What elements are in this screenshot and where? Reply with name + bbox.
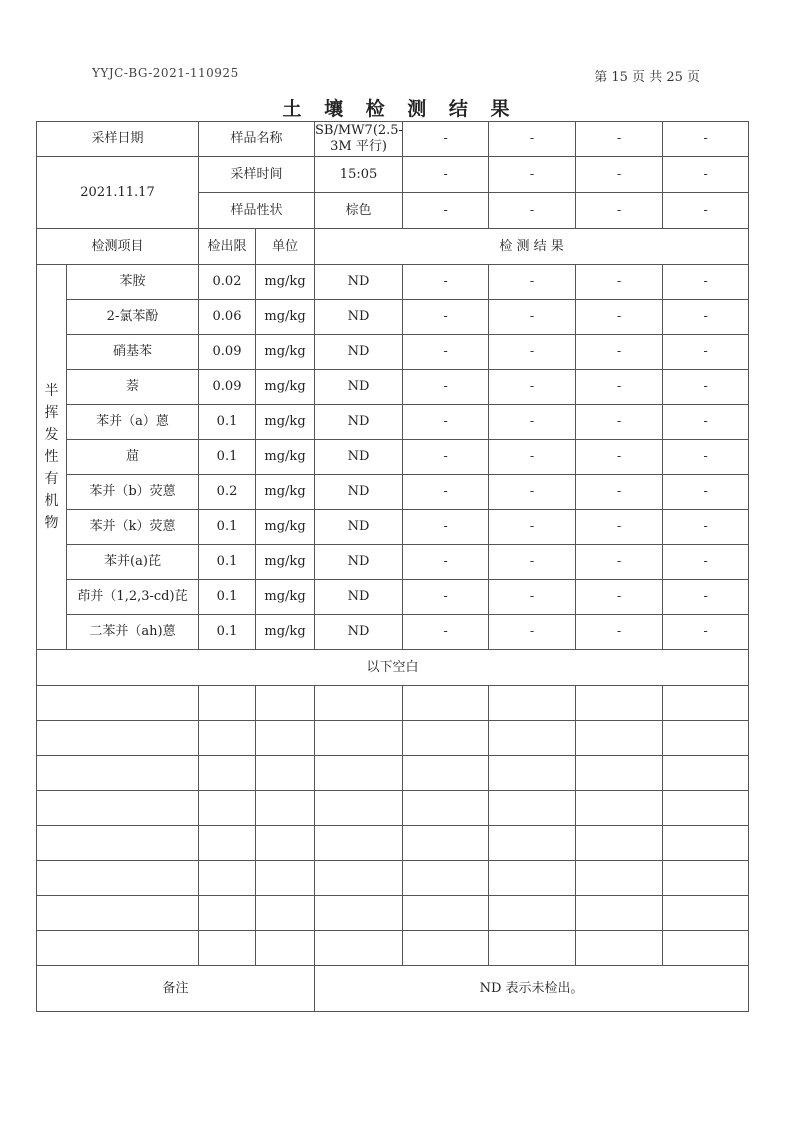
results-table (36, 121, 749, 1012)
analyte-rows (37, 265, 749, 650)
dash-cell: - (403, 157, 489, 193)
empty-cell (199, 721, 256, 756)
dash-cell: - (663, 440, 749, 475)
empty-cell (489, 756, 576, 791)
dash-cell: - (663, 265, 749, 300)
result-value: ND (315, 510, 403, 545)
result-value: ND (315, 370, 403, 405)
empty-cell (489, 721, 576, 756)
empty-row (37, 896, 749, 931)
dash-cell: - (576, 615, 663, 650)
dash-cell: - (576, 475, 663, 510)
empty-cell (37, 931, 199, 966)
dash-cell: - (403, 475, 489, 510)
blank-below-row (37, 650, 749, 686)
dash-cell: - (663, 157, 749, 193)
analyte-name: 萘 (67, 370, 199, 405)
empty-cell (315, 686, 403, 721)
empty-cell (256, 686, 315, 721)
table-row (37, 405, 749, 440)
empty-cell (403, 826, 489, 861)
empty-cell (576, 931, 663, 966)
unit: mg/kg (256, 370, 315, 405)
empty-cell (576, 686, 663, 721)
empty-row (37, 861, 749, 896)
empty-cell (256, 721, 315, 756)
dash-cell: - (663, 615, 749, 650)
dash-cell: - (489, 475, 576, 510)
group-label-char: 发 (44, 427, 59, 443)
dash-cell: - (489, 157, 576, 193)
dash-cell: - (489, 545, 576, 580)
table-row (37, 265, 749, 300)
dash-cell: - (403, 615, 489, 650)
sample-name-label: 样品名称 (199, 122, 315, 157)
analyte-name: 苯并（b）荧蒽 (67, 475, 199, 510)
dash-cell: - (576, 335, 663, 370)
dash-cell: - (663, 300, 749, 335)
empty-cell (37, 721, 199, 756)
detection-limit: 0.2 (199, 475, 256, 510)
unit: mg/kg (256, 545, 315, 580)
dash-cell: - (576, 370, 663, 405)
empty-cell (576, 861, 663, 896)
unit: mg/kg (256, 335, 315, 370)
empty-cell (576, 721, 663, 756)
dash-cell: - (576, 300, 663, 335)
limit-header: 检出限 (199, 229, 256, 265)
empty-cell (256, 826, 315, 861)
dash-cell: - (403, 193, 489, 229)
empty-cell (663, 721, 749, 756)
empty-row (37, 721, 749, 756)
table-row (37, 440, 749, 475)
remarks-row (37, 966, 749, 1012)
result-value: ND (315, 615, 403, 650)
unit: mg/kg (256, 440, 315, 475)
result-value: ND (315, 300, 403, 335)
empty-cell (256, 931, 315, 966)
table-row (37, 475, 749, 510)
dash-cell: - (403, 335, 489, 370)
dash-cell: - (576, 405, 663, 440)
dash-cell: - (489, 193, 576, 229)
analyte-name: 2-氯苯酚 (67, 300, 199, 335)
group-label-char: 挥 (44, 405, 59, 421)
empty-cell (315, 721, 403, 756)
detection-limit: 0.09 (199, 370, 256, 405)
dash-cell: - (663, 580, 749, 615)
dash-cell: - (663, 405, 749, 440)
empty-cell (315, 896, 403, 931)
empty-cell (37, 826, 199, 861)
remarks-label: 备注 (37, 966, 315, 1012)
detection-limit: 0.1 (199, 545, 256, 580)
dash-cell: - (663, 122, 749, 157)
table-row (37, 510, 749, 545)
group-label-char: 机 (44, 493, 59, 509)
dash-cell: - (489, 580, 576, 615)
group-label-semivolatile (37, 265, 67, 650)
result-value: ND (315, 475, 403, 510)
empty-cell (403, 756, 489, 791)
empty-cell (489, 791, 576, 826)
dash-cell: - (663, 545, 749, 580)
dash-cell: - (403, 545, 489, 580)
empty-cell (37, 896, 199, 931)
empty-row (37, 826, 749, 861)
empty-cell (315, 861, 403, 896)
empty-cell (489, 826, 576, 861)
dash-cell: - (663, 510, 749, 545)
remarks-text: ND 表示未检出。 (315, 966, 749, 1012)
detection-limit: 0.1 (199, 615, 256, 650)
empty-row (37, 686, 749, 721)
analyte-name: 苯并（k）荧蒽 (67, 510, 199, 545)
empty-cell (403, 861, 489, 896)
empty-cell (37, 791, 199, 826)
empty-cell (576, 896, 663, 931)
dash-cell: - (489, 440, 576, 475)
dash-cell: - (489, 122, 576, 157)
detection-limit: 0.1 (199, 510, 256, 545)
dash-cell: - (489, 615, 576, 650)
table-row (37, 580, 749, 615)
dash-cell: - (576, 510, 663, 545)
empty-cell (199, 826, 256, 861)
empty-cell (199, 791, 256, 826)
detection-limit: 0.1 (199, 440, 256, 475)
empty-row (37, 791, 749, 826)
empty-cell (256, 756, 315, 791)
empty-cell (489, 931, 576, 966)
result-value: ND (315, 440, 403, 475)
sampling-time-value: 15:05 (315, 157, 403, 193)
empty-cell (663, 896, 749, 931)
empty-cell (663, 826, 749, 861)
dash-cell: - (489, 405, 576, 440)
empty-cell (663, 791, 749, 826)
table-row (37, 300, 749, 335)
empty-cell (403, 931, 489, 966)
analyte-name: 苯并（a）蒽 (67, 405, 199, 440)
unit-header: 单位 (256, 229, 315, 265)
dash-cell: - (403, 300, 489, 335)
empty-cell (256, 861, 315, 896)
report-title: 土 壤 检 测 结 果 (282, 98, 518, 120)
sample-nature-label: 样品性状 (199, 193, 315, 229)
group-label-char: 物 (44, 515, 59, 531)
dash-cell: - (403, 440, 489, 475)
empty-cell (489, 686, 576, 721)
empty-row (37, 756, 749, 791)
empty-cell (576, 826, 663, 861)
detection-limit: 0.09 (199, 335, 256, 370)
dash-cell: - (403, 265, 489, 300)
empty-cell (315, 791, 403, 826)
blank-below-note: 以下空白 (37, 650, 749, 686)
document-number: YYJC-BG-2021-110925 (92, 66, 239, 80)
empty-cell (256, 791, 315, 826)
detection-limit: 0.02 (199, 265, 256, 300)
empty-cell (199, 896, 256, 931)
empty-cell (315, 756, 403, 791)
dash-cell: - (403, 122, 489, 157)
empty-cell (489, 896, 576, 931)
empty-cell (37, 686, 199, 721)
unit: mg/kg (256, 300, 315, 335)
result-value: ND (315, 580, 403, 615)
empty-cell (315, 826, 403, 861)
dash-cell: - (576, 265, 663, 300)
detection-limit: 0.06 (199, 300, 256, 335)
sampling-time-row (37, 157, 749, 193)
group-label-char: 性 (44, 449, 59, 465)
analyte-name: 苯胺 (67, 265, 199, 300)
dash-cell: - (403, 405, 489, 440)
sampling-time-label: 采样时间 (199, 157, 315, 193)
sampling-date-value: 2021.11.17 (37, 157, 199, 229)
table-row (37, 615, 749, 650)
results-header: 检 测 结 果 (315, 229, 749, 265)
table-row (37, 545, 749, 580)
item-header: 检测项目 (37, 229, 199, 265)
detection-limit: 0.1 (199, 580, 256, 615)
empty-cell (663, 861, 749, 896)
group-label-char: 有 (44, 471, 59, 487)
dash-cell: - (403, 580, 489, 615)
empty-cell (37, 861, 199, 896)
empty-cell (199, 756, 256, 791)
column-header-row (37, 229, 749, 265)
dash-cell: - (489, 300, 576, 335)
page-indicator: 第 15 页 共 25 页 (594, 70, 700, 85)
empty-cell (315, 931, 403, 966)
unit: mg/kg (256, 405, 315, 440)
dash-cell: - (489, 370, 576, 405)
dash-cell: - (576, 545, 663, 580)
detection-limit: 0.1 (199, 405, 256, 440)
sample-nature-value: 棕色 (315, 193, 403, 229)
dash-cell: - (663, 193, 749, 229)
result-value: ND (315, 405, 403, 440)
empty-cell (403, 791, 489, 826)
dash-cell: - (576, 122, 663, 157)
dash-cell: - (663, 335, 749, 370)
empty-cell (489, 861, 576, 896)
empty-cell (663, 756, 749, 791)
result-value: ND (315, 335, 403, 370)
table-row (37, 335, 749, 370)
empty-cell (199, 931, 256, 966)
analyte-name: 苯并(a)芘 (67, 545, 199, 580)
empty-cell (37, 756, 199, 791)
dash-cell: - (489, 265, 576, 300)
empty-cell (663, 686, 749, 721)
empty-row (37, 931, 749, 966)
empty-cell (403, 721, 489, 756)
empty-cell (663, 931, 749, 966)
empty-cell (199, 861, 256, 896)
analyte-name: 茚并（1,2,3-cd)芘 (67, 580, 199, 615)
empty-cell (256, 896, 315, 931)
dash-cell: - (576, 193, 663, 229)
analyte-name: 二苯并（ah)蒽 (67, 615, 199, 650)
analyte-name: 硝基苯 (67, 335, 199, 370)
unit: mg/kg (256, 615, 315, 650)
empty-cell (403, 686, 489, 721)
empty-cell (576, 756, 663, 791)
unit: mg/kg (256, 475, 315, 510)
result-value: ND (315, 265, 403, 300)
empty-cell (403, 896, 489, 931)
dash-cell: - (403, 370, 489, 405)
empty-cell (199, 686, 256, 721)
result-value: ND (315, 545, 403, 580)
group-label-char: 半 (44, 383, 59, 399)
unit: mg/kg (256, 580, 315, 615)
dash-cell: - (576, 440, 663, 475)
sample-name-value: SB/MW7(2.5-3M 平行) (315, 122, 403, 157)
dash-cell: - (489, 335, 576, 370)
analyte-name: 䓛 (67, 440, 199, 475)
sample-name-row (37, 122, 749, 157)
table-row (37, 370, 749, 405)
dash-cell: - (576, 157, 663, 193)
dash-cell: - (576, 580, 663, 615)
dash-cell: - (403, 510, 489, 545)
dash-cell: - (663, 475, 749, 510)
sampling-date-label: 采样日期 (37, 122, 199, 157)
blank-rows (37, 686, 749, 966)
unit: mg/kg (256, 265, 315, 300)
dash-cell: - (663, 370, 749, 405)
empty-cell (576, 791, 663, 826)
unit: mg/kg (256, 510, 315, 545)
dash-cell: - (489, 510, 576, 545)
